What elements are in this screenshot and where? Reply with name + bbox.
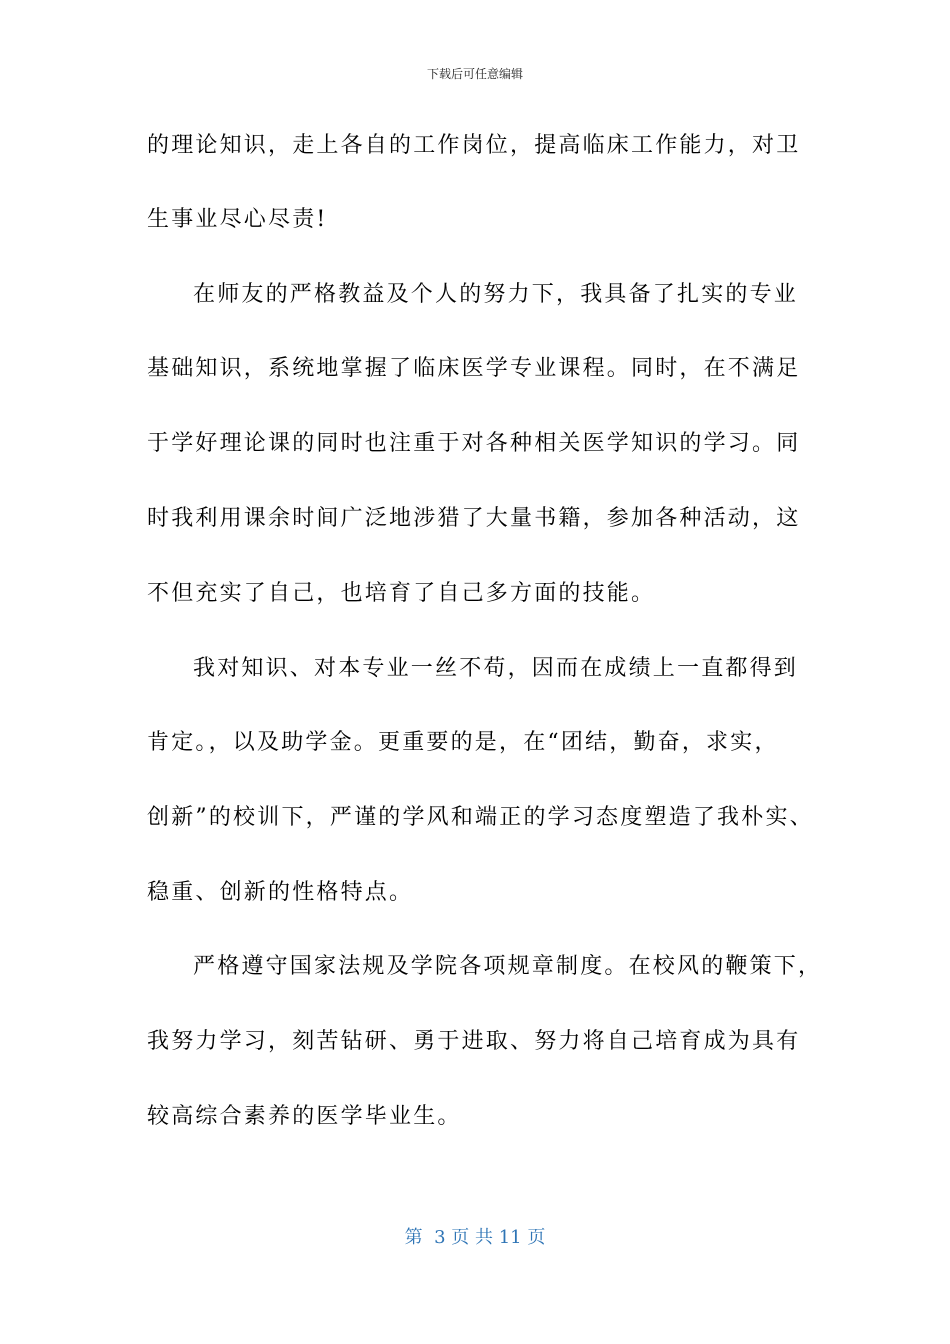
body-line-10: 创新”的校训下，严谨的学风和端正的学习态度塑造了我朴实、 (147, 805, 814, 830)
body-line-12: 严格遵守国家法规及学院各项规章制度。在校风的鞭策下， (193, 954, 823, 979)
body-line-14: 较高综合素养的医学毕业生。 (147, 1104, 462, 1129)
body-line-13: 我努力学习，刻苦钻研、勇于进取、努力将自己培育成为具有 (147, 1029, 801, 1054)
body-line-8: 我对知识、对本专业一丝不苟，因而在成绩上一直都得到 (193, 656, 799, 681)
body-line-1: 的理论知识，走上各自的工作岗位，提高临床工作能力，对卫 (147, 133, 801, 158)
body-line-4: 基础知识，系统地掌握了临床医学专业课程。同时，在不满足 (147, 356, 801, 381)
body-line-6: 时我利用课余时间广泛地涉猎了大量书籍，参加各种活动，这 (147, 506, 801, 531)
page-number-footer: 第 3 页 共 11 页 (404, 1227, 546, 1248)
body-line-7: 不但充实了自己，也培育了自己多方面的技能。 (147, 581, 656, 606)
page-header: 下载后可任意编辑 (426, 67, 523, 81)
body-line-11: 稳重、创新的性格特点。 (147, 880, 414, 905)
body-line-2: 生事业尽心尽责! (147, 207, 328, 232)
body-line-5: 于学好理论课的同时也注重于对各种相关医学知识的学习。同 (147, 431, 801, 456)
body-line-3: 在师友的严格教益及个人的努力下，我具备了扎实的专业 (193, 282, 799, 307)
body-line-9: 肯定。，以及助学金。更重要的是，在“团结，勤奋，求实， (147, 730, 779, 755)
